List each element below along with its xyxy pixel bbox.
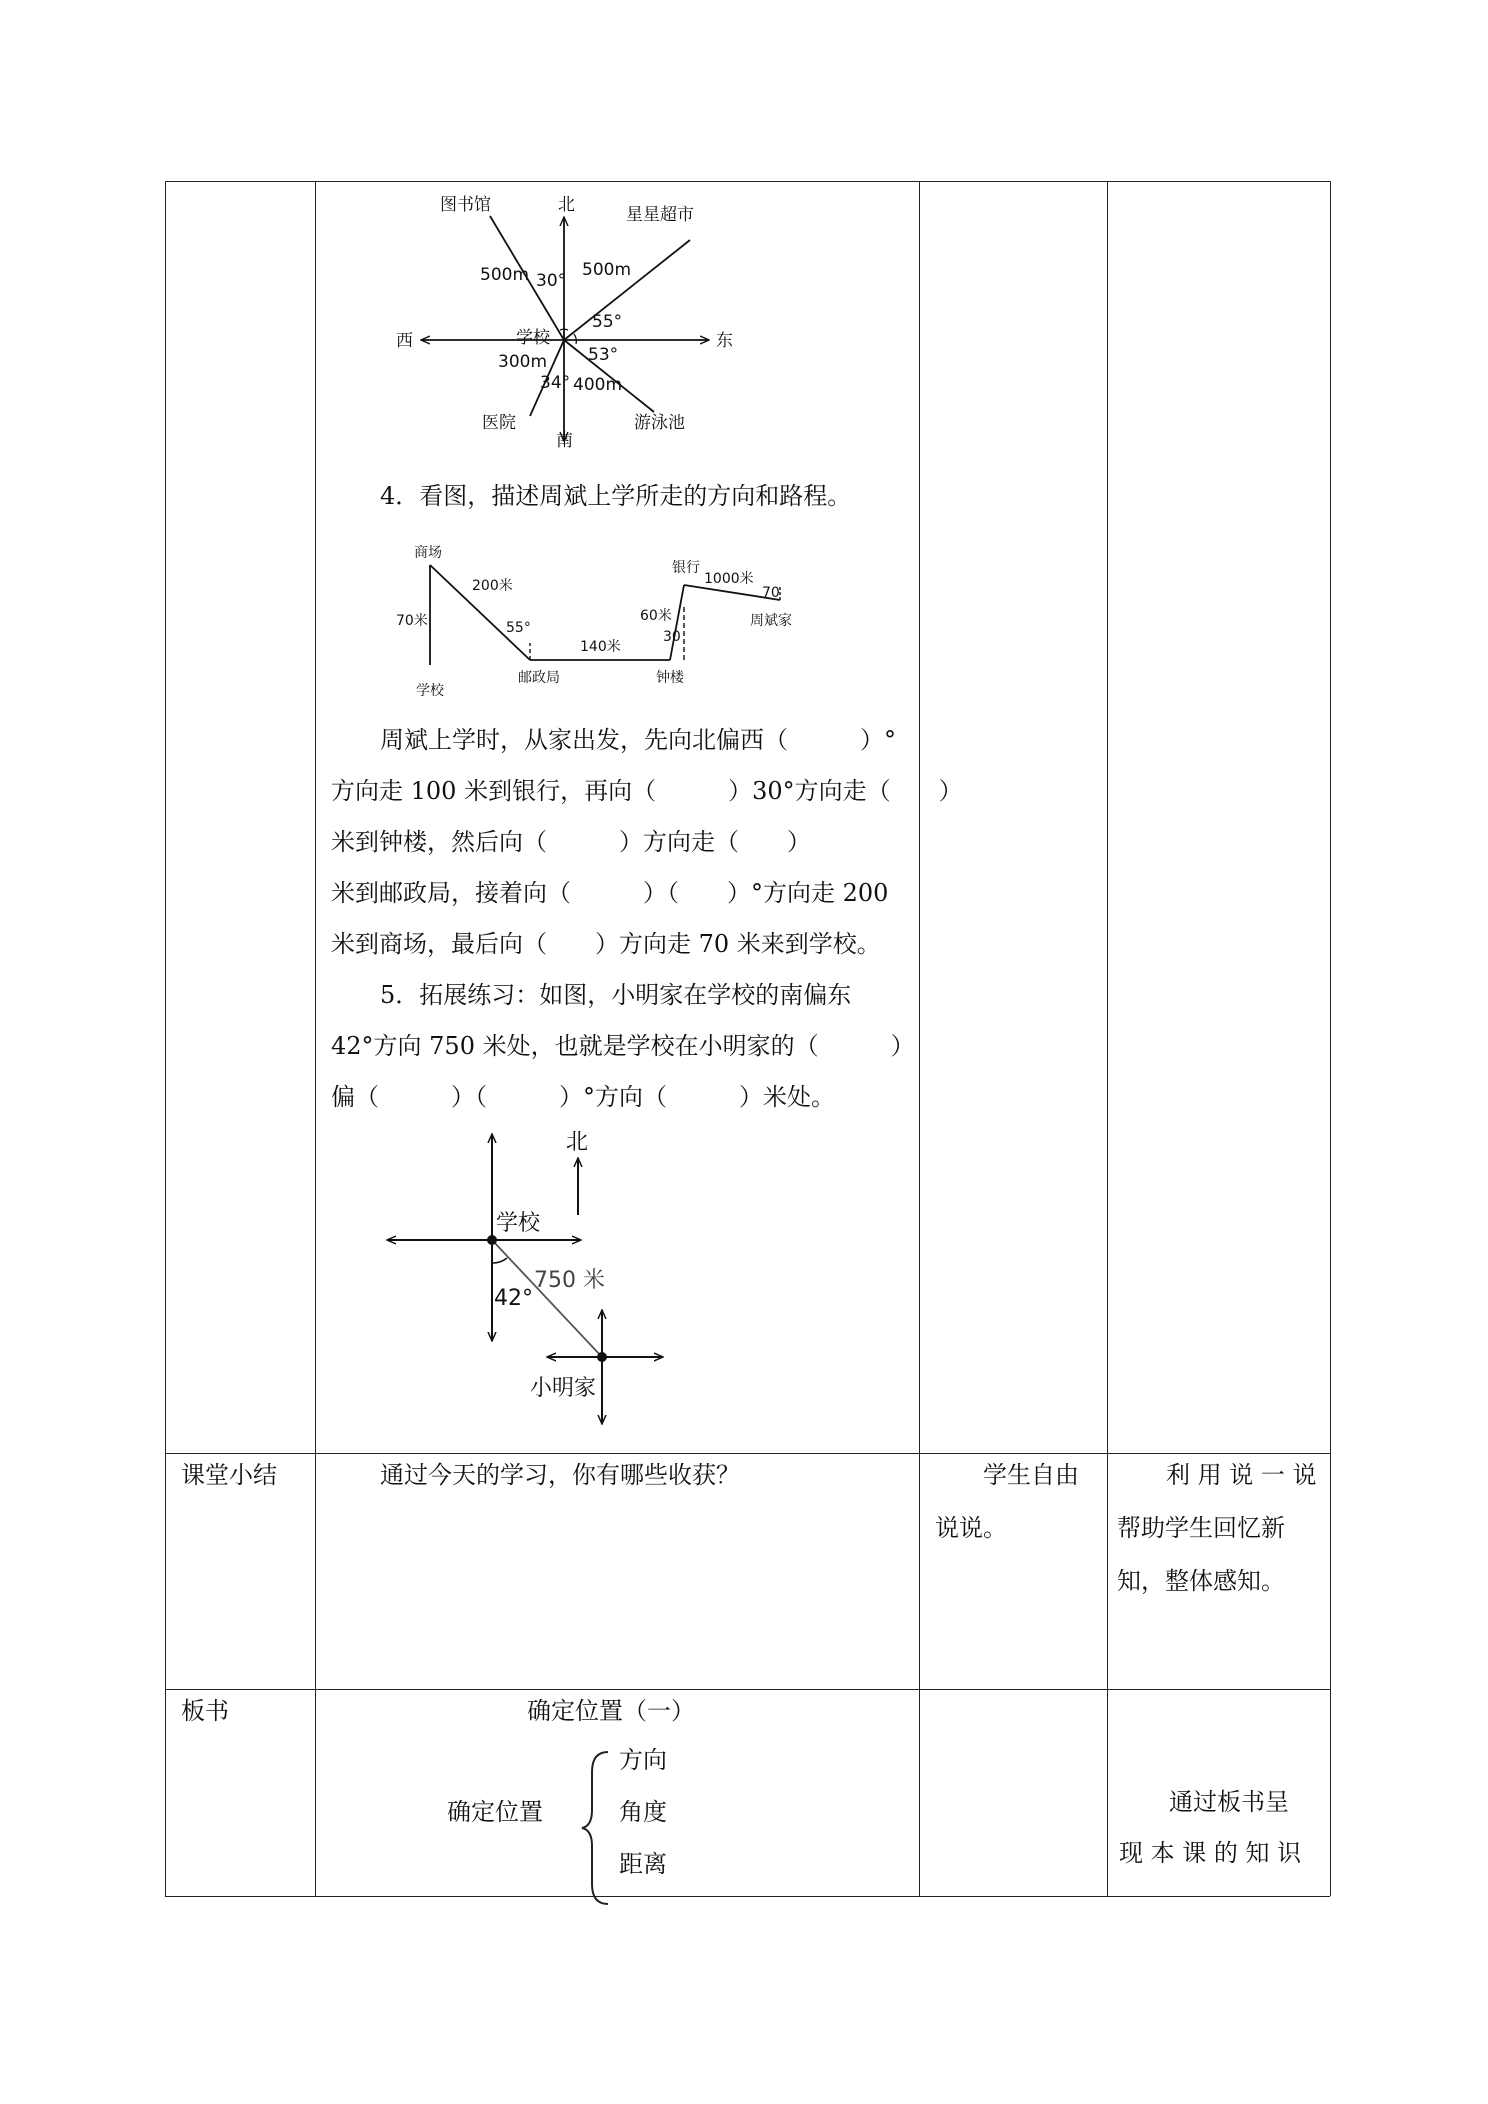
board-item-direction: 方向: [619, 1746, 667, 1774]
dist-library: 500m: [480, 265, 530, 285]
row-divider-2: [165, 1689, 1330, 1690]
xm-north-label: 北: [566, 1130, 589, 1155]
compass-east-label: 东: [716, 331, 733, 351]
board-title: 确定位置（一）: [527, 1697, 695, 1725]
xm-home-label: 小明家: [530, 1376, 597, 1401]
route-post-label: 邮政局: [518, 670, 560, 686]
route-dist-clock: 60米: [640, 608, 672, 624]
board-root: 确定位置: [447, 1798, 543, 1826]
summary-purpose-line-3: 知，整体感知。: [1117, 1567, 1285, 1595]
route-bank-label: 银行: [672, 560, 700, 576]
route-dist-home: 70: [762, 585, 780, 601]
home-point: [597, 1352, 607, 1362]
q4-line-1: 周斌上学时，从家出发，先向北偏西（ ）°: [380, 726, 896, 754]
route-diagram: [380, 535, 800, 705]
route-clock-bank: [670, 585, 684, 660]
route-school-label: 学校: [416, 683, 444, 699]
col-divider-2: [919, 181, 920, 1896]
route-dist-post: 140米: [580, 639, 621, 655]
board-brace: [578, 1748, 614, 1908]
angle-arc-42: [492, 1258, 507, 1263]
q4-line-4: 米到邮政局，接着向（ ）（ ）°方向走 200: [331, 879, 889, 907]
summary-student-line-1: 学生自由: [983, 1461, 1079, 1489]
board-item-distance: 距离: [619, 1850, 667, 1878]
route-dist-bank: 1000米: [704, 571, 754, 587]
q4-title: 4．看图，描述周斌上学所走的方向和路程。: [380, 482, 852, 510]
q4-line-3: 米到钟楼，然后向（ ）方向走（ ）: [331, 828, 811, 856]
q5-line-3: 偏（ ）（ ）°方向（ ）米处。: [331, 1083, 835, 1111]
angle-arc-east: [574, 334, 576, 344]
summary-content: 通过今天的学习，你有哪些收获？: [380, 1461, 740, 1489]
route-dist-school: 70米: [396, 613, 428, 629]
angle-hospital: 34°: [540, 373, 571, 393]
angle-library: 30°: [536, 271, 567, 291]
route-angle-clock: 30: [663, 629, 681, 645]
compass-south-label: 南: [556, 431, 573, 450]
angle-supermarket: 55°: [592, 312, 623, 332]
table-bottom-border: [165, 1896, 1330, 1897]
xm-school-label: 学校: [496, 1211, 541, 1236]
table-right-border: [1330, 181, 1331, 1896]
summary-purpose-line-1: 利 用 说 一 说: [1166, 1461, 1317, 1489]
board-header: 板书: [181, 1697, 229, 1725]
dist-supermarket: 500m: [582, 260, 632, 280]
table-top-border: [165, 181, 1330, 182]
board-item-angle: 角度: [619, 1798, 667, 1826]
hospital-label: 医院: [482, 413, 516, 433]
board-purpose-line-1: 通过板书呈: [1169, 1788, 1289, 1816]
compass-north-label: 北: [558, 195, 575, 215]
table-left-border: [165, 181, 166, 1896]
route-home-label: 周斌家: [750, 613, 792, 629]
col-divider-1: [315, 181, 316, 1896]
q5-line-1: 5．拓展练习：如图，小明家在学校的南偏东: [380, 981, 852, 1009]
compass-diagram: [390, 190, 750, 450]
pool-label: 游泳池: [634, 413, 685, 433]
summary-student-line-2: 说说。: [935, 1514, 1007, 1542]
summary-header: 课堂小结: [181, 1461, 277, 1489]
route-mall-label: 商场: [414, 545, 442, 561]
school-point: [487, 1235, 497, 1245]
route-dist-mall: 200米: [472, 578, 513, 594]
board-purpose-line-2: 现 本 课 的 知 识: [1119, 1839, 1302, 1867]
school-label: 学校: [516, 328, 550, 348]
xiaoming-diagram: [380, 1125, 680, 1443]
angle-pool: 53°: [588, 345, 619, 365]
xm-distance-label: 750 米: [534, 1268, 605, 1293]
route-clock-label: 钟楼: [656, 670, 684, 686]
library-label: 图书馆: [440, 195, 491, 215]
compass-west-label: 西: [396, 331, 413, 351]
dist-pool: 400m: [573, 375, 623, 395]
q4-line-5: 米到商场，最后向（ ）方向走 70 米来到学校。: [331, 930, 881, 958]
supermarket-label: 星星超市: [626, 205, 694, 225]
xm-angle-label: 42°: [494, 1286, 533, 1311]
dist-hospital: 300m: [498, 352, 548, 372]
route-angle-post: 55°: [506, 620, 531, 636]
col-divider-3: [1107, 181, 1108, 1896]
path-supermarket: [564, 240, 690, 340]
row-divider-1: [165, 1453, 1330, 1454]
q4-line-2: 方向走 100 米到银行，再向（ ）30°方向走（ ）: [331, 777, 963, 805]
q5-line-2: 42°方向 750 米处，也就是学校在小明家的（ ）: [331, 1032, 915, 1060]
summary-purpose-line-2: 帮助学生回忆新: [1117, 1514, 1285, 1542]
